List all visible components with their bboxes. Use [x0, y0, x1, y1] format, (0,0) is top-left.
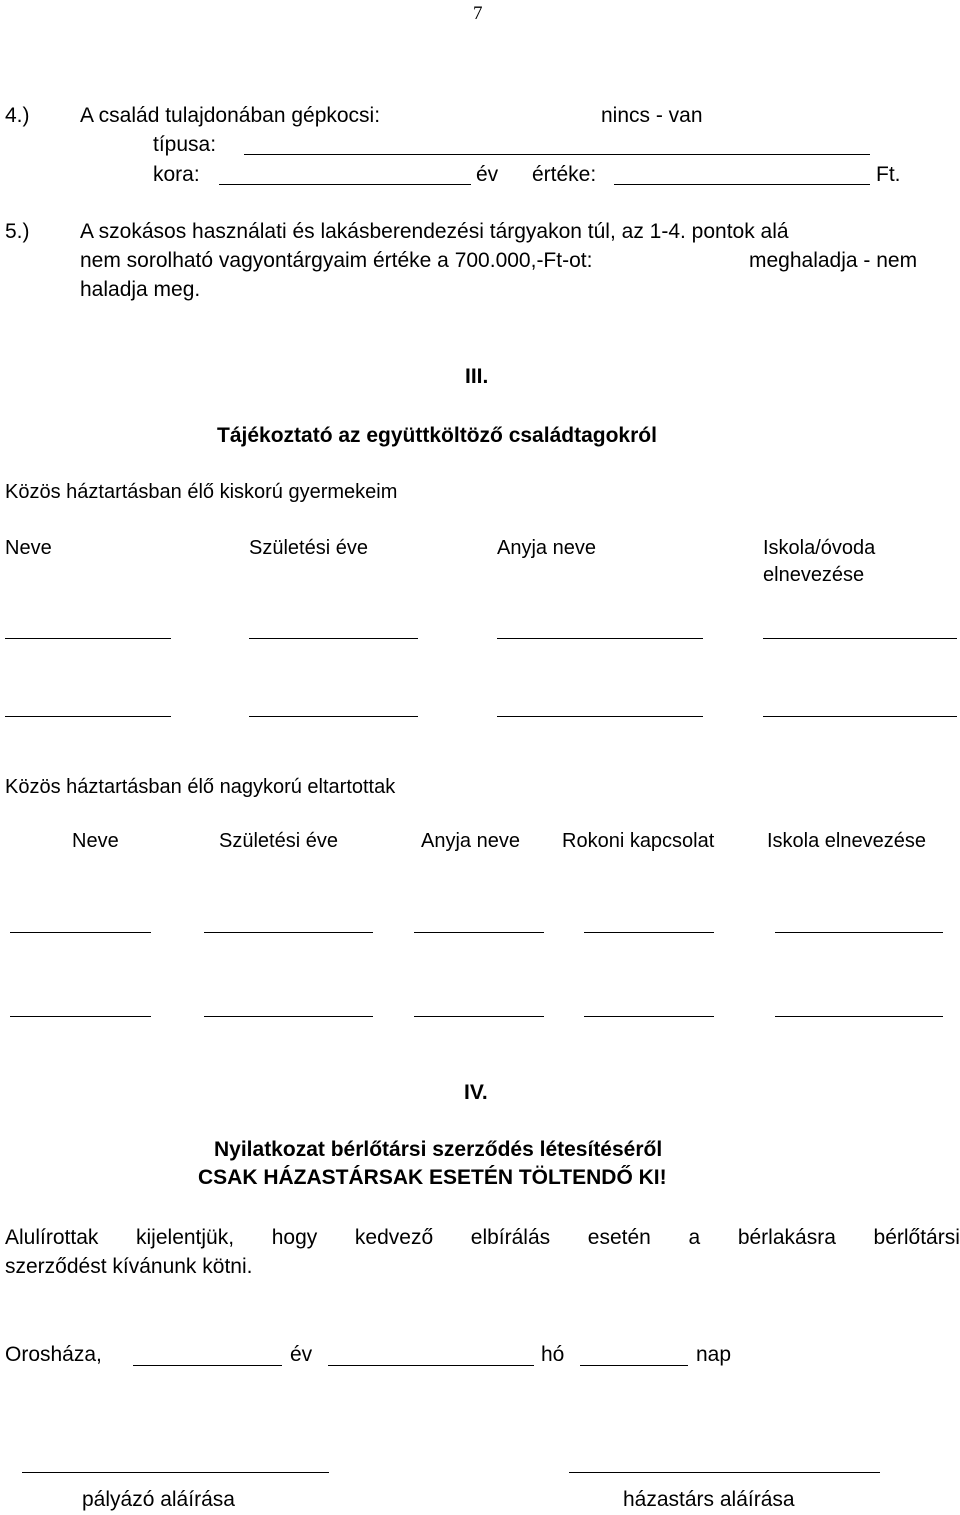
date-year-field[interactable] — [133, 1365, 282, 1366]
section-4-number: 4.) — [5, 104, 30, 127]
date-month-label: hó — [541, 1343, 565, 1366]
section-5-line3: haladja meg. — [80, 278, 201, 301]
statement-word: hogy — [271, 1226, 318, 1249]
section-4-question: A család tulajdonában gépkocsi: — [80, 104, 381, 127]
car-value-field[interactable] — [614, 184, 870, 185]
section-5-line1: A szokásos használati és lakásberendezési tárgyakon túl, az 1-4. pontok alá — [80, 220, 789, 243]
section-5-options: meghaladja - nem — [749, 249, 918, 272]
minors-label: Közös háztartásban élő kiskorú gyermekeim — [5, 481, 398, 503]
statement-line1 — [5, 1227, 960, 1248]
statement-word: bérlőtársi — [873, 1226, 960, 1249]
car-value-label: értéke: — [532, 163, 597, 186]
page-number: 7 — [473, 3, 483, 24]
section-4-options: nincs - van — [601, 104, 703, 127]
minor-2-birth-field[interactable] — [249, 716, 418, 717]
car-type-label: típusa: — [153, 133, 217, 156]
statement-word: elbírálás — [470, 1226, 551, 1249]
adult-1-name-field[interactable] — [10, 932, 151, 933]
statement-word: a — [688, 1226, 701, 1249]
minor-1-school-field[interactable] — [763, 638, 957, 639]
adults-col-school: Iskola elnevezése — [767, 830, 926, 852]
statement-word: esetén — [587, 1226, 651, 1249]
minor-1-mother-field[interactable] — [497, 638, 703, 639]
minors-col-mother-name: Anyja neve — [497, 537, 596, 559]
spouse-signature-label: házastárs aláírása — [623, 1488, 795, 1511]
car-type-field[interactable] — [244, 154, 870, 155]
adults-label: Közös háztartásban élő nagykorú eltartottak — [5, 776, 396, 798]
adult-1-relation-field[interactable] — [584, 932, 714, 933]
statement-word: kedvező — [354, 1226, 434, 1249]
minors-col-birth-year: Születési éve — [249, 537, 368, 559]
part-iv-subtitle: CSAK HÁZASTÁRSAK ESETÉN TÖLTENDŐ KI! — [198, 1166, 667, 1189]
applicant-signature-label: pályázó aláírása — [82, 1488, 235, 1511]
date-month-field[interactable] — [328, 1365, 534, 1366]
statement-word: bérlakásra — [737, 1226, 836, 1249]
date-day-label: nap — [696, 1343, 732, 1366]
minors-col-school-cont: elnevezése — [763, 564, 865, 586]
adult-2-name-field[interactable] — [10, 1016, 151, 1017]
section-5-number: 5.) — [5, 220, 30, 243]
adult-2-school-field[interactable] — [775, 1016, 943, 1017]
adults-col-name: Neve — [72, 830, 119, 852]
adults-col-birth-year: Születési éve — [219, 830, 338, 852]
minor-2-school-field[interactable] — [763, 716, 957, 717]
date-year-label: év — [290, 1343, 313, 1366]
adults-col-mother-name: Anyja neve — [421, 830, 520, 852]
spouse-signature-line[interactable] — [569, 1472, 880, 1473]
minor-2-mother-field[interactable] — [497, 716, 703, 717]
minor-1-name-field[interactable] — [5, 638, 171, 639]
adult-1-birth-field[interactable] — [204, 932, 373, 933]
car-age-field[interactable] — [219, 184, 471, 185]
part-iii-title: Tájékoztató az együttköltöző családtagokról — [217, 424, 657, 447]
minors-col-school: Iskola/óvoda — [763, 537, 876, 559]
car-year-label: év — [476, 163, 499, 186]
adult-2-mother-field[interactable] — [414, 1016, 544, 1017]
minor-1-birth-field[interactable] — [249, 638, 418, 639]
car-value-currency: Ft. — [876, 163, 901, 186]
part-iii-heading: III. — [465, 365, 489, 388]
part-iv-title: Nyilatkozat bérlőtársi szerződés létesítéséről — [214, 1138, 663, 1161]
minors-col-name: Neve — [5, 537, 52, 559]
applicant-signature-line[interactable] — [22, 1472, 329, 1473]
minor-2-name-field[interactable] — [5, 716, 171, 717]
adult-1-mother-field[interactable] — [414, 932, 544, 933]
statement-word: kijelentjük, — [136, 1226, 235, 1249]
part-iv-heading: IV. — [464, 1081, 488, 1104]
section-5-line2: nem sorolható vagyontárgyaim értéke a 700.000,-Ft-ot: — [80, 249, 593, 272]
date-day-field[interactable] — [580, 1365, 688, 1366]
adult-2-birth-field[interactable] — [204, 1016, 373, 1017]
car-age-label: kora: — [153, 163, 200, 186]
date-place: Orosháza, — [5, 1343, 102, 1366]
statement-line2: szerződést kívánunk kötni. — [5, 1255, 253, 1278]
adult-2-relation-field[interactable] — [584, 1016, 714, 1017]
adults-col-relation: Rokoni kapcsolat — [562, 830, 715, 852]
statement-word: Alulírottak — [5, 1226, 99, 1249]
adult-1-school-field[interactable] — [775, 932, 943, 933]
